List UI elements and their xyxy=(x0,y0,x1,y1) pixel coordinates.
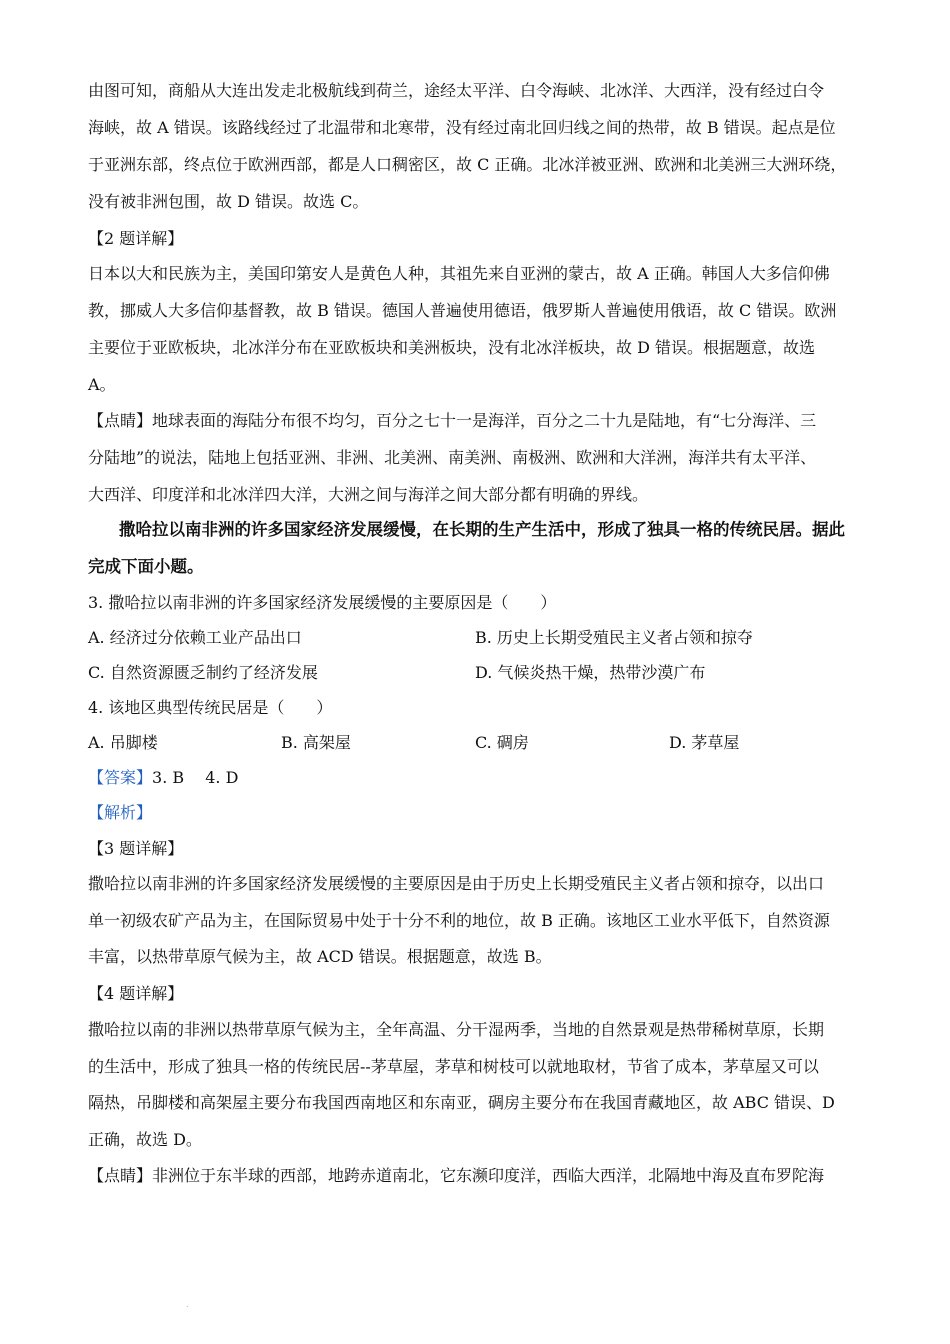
q4-explanation-line: 撒哈拉以南的非洲以热带草原气候为主，全年高温、分干湿两季，当地的自然景观是热带稀树草原，长期 xyxy=(88,1020,825,1039)
footer-mark: . xyxy=(186,1300,189,1309)
q3-stem: 3. 撒哈拉以南非洲的许多国家经济发展缓慢的主要原因是（ ） xyxy=(88,593,557,612)
q4-option-b: B. 高架屋 xyxy=(281,733,351,752)
dianjing-line: 分陆地”的说法，陆地上包括亚洲、非洲、北美洲、南美洲、南极洲、欧洲和大洋洲，海洋共有太平洋、 xyxy=(88,448,817,467)
q2-explanation-line: 教，挪威人大多信仰基督教，故 B 错误。德国人普遍使用德语，俄罗斯人普遍使用俄语，故 C 错误。欧洲 xyxy=(88,301,837,320)
q3-explanation-line: 单一初级农矿产品为主，在国际贸易中处于十分不利的地位，故 B 正确。该地区工业水平低下，自然资源 xyxy=(88,911,830,930)
dianjing-line: 大西洋、印度洋和北冰洋四大洋，大洲之间与海洋之间大部分都有明确的界线。 xyxy=(88,485,649,504)
answer-line xyxy=(88,767,868,789)
q2-heading: 【2 题详解】 xyxy=(88,229,184,248)
q3-option-a: A. 经济过分依赖工业产品出口 xyxy=(88,628,302,647)
dianjing-line: 【点睛】地球表面的海陆分布很不均匀，百分之七十一是海洋，百分之二十九是陆地，有“七分海洋、三 xyxy=(88,411,817,430)
q4-explanation-line: 隔热，吊脚楼和高架屋主要分布我国西南地区和东南亚，碉房主要分布在我国青藏地区，故 ABC 错误、D xyxy=(88,1093,835,1112)
q3-option-c: C. 自然资源匮乏制约了经济发展 xyxy=(88,663,318,682)
intro-line: 完成下面小题。 xyxy=(88,557,204,576)
q2-explanation-line: 日本以大和民族为主，美国印第安人是黄色人种，其祖先来自亚洲的蒙古，故 A 正确。韩国人大多信仰佛 xyxy=(88,264,830,283)
q4-explanation-line: 的生活中，形成了独具一格的传统民居--茅草屋，茅草和树枝可以就地取材，节省了成本，茅草屋又可以 xyxy=(88,1057,819,1076)
dianjing-line: 【点睛】非洲位于东半球的西部，地跨赤道南北，它东濒印度洋，西临大西洋，北隔地中海及直布罗陀海 xyxy=(88,1166,825,1185)
q4-stem: 4. 该地区典型传统民居是（ ） xyxy=(88,698,333,717)
q4-explanation-line: 正确，故选 D。 xyxy=(88,1130,202,1149)
intro-line: 撒哈拉以南非洲的许多国家经济发展缓慢，在长期的生产生活中，形成了独具一格的传统民居。据此 xyxy=(119,520,845,539)
prev-explanation-line: 没有被非洲包围，故 D 错误。故选 C。 xyxy=(88,192,369,211)
q2-explanation-line: 主要位于亚欧板块，北冰洋分布在亚欧板块和美洲板块，没有北冰洋板块，故 D 错误。根据题意，故选 xyxy=(88,338,816,357)
q3-heading: 【3 题详解】 xyxy=(88,839,184,858)
q4-option-c: C. 碉房 xyxy=(475,733,529,752)
answer-text: 3. B 4. D xyxy=(152,768,239,787)
q4-option-d: D. 茅草屋 xyxy=(669,733,740,752)
answer-label: 【答案】 xyxy=(88,768,153,787)
prev-explanation-line: 由图可知，商船从大连出发走北极航线到荷兰，途经太平洋、白令海峡、北冰洋、大西洋，没有经过白令 xyxy=(88,81,825,100)
q4-heading: 【4 题详解】 xyxy=(88,984,184,1003)
q4-option-a: A. 吊脚楼 xyxy=(88,733,158,752)
q3-option-b: B. 历史上长期受殖民主义者占领和掠夺 xyxy=(475,628,753,647)
q3-explanation-line: 丰富，以热带草原气候为主，故 ACD 错误。根据题意，故选 B。 xyxy=(88,947,552,966)
analysis-label: 【解析】 xyxy=(88,803,153,822)
q2-explanation-line: A。 xyxy=(88,375,116,394)
prev-explanation-line: 于亚洲东部，终点位于欧洲西部，都是人口稠密区，故 C 正确。北冰洋被亚洲、欧洲和北美洲三大洲环绕， xyxy=(88,155,847,174)
q3-explanation-line: 撒哈拉以南非洲的许多国家经济发展缓慢的主要原因是由于历史上长期受殖民主义者占领和掠夺，以出口 xyxy=(88,874,825,893)
prev-explanation-line: 海峡，故 A 错误。该路线经过了北温带和北寒带，没有经过南北回归线之间的热带，故 B 错误。起点是位 xyxy=(88,118,836,137)
q3-option-d: D. 气候炎热干燥，热带沙漠广布 xyxy=(475,663,706,682)
